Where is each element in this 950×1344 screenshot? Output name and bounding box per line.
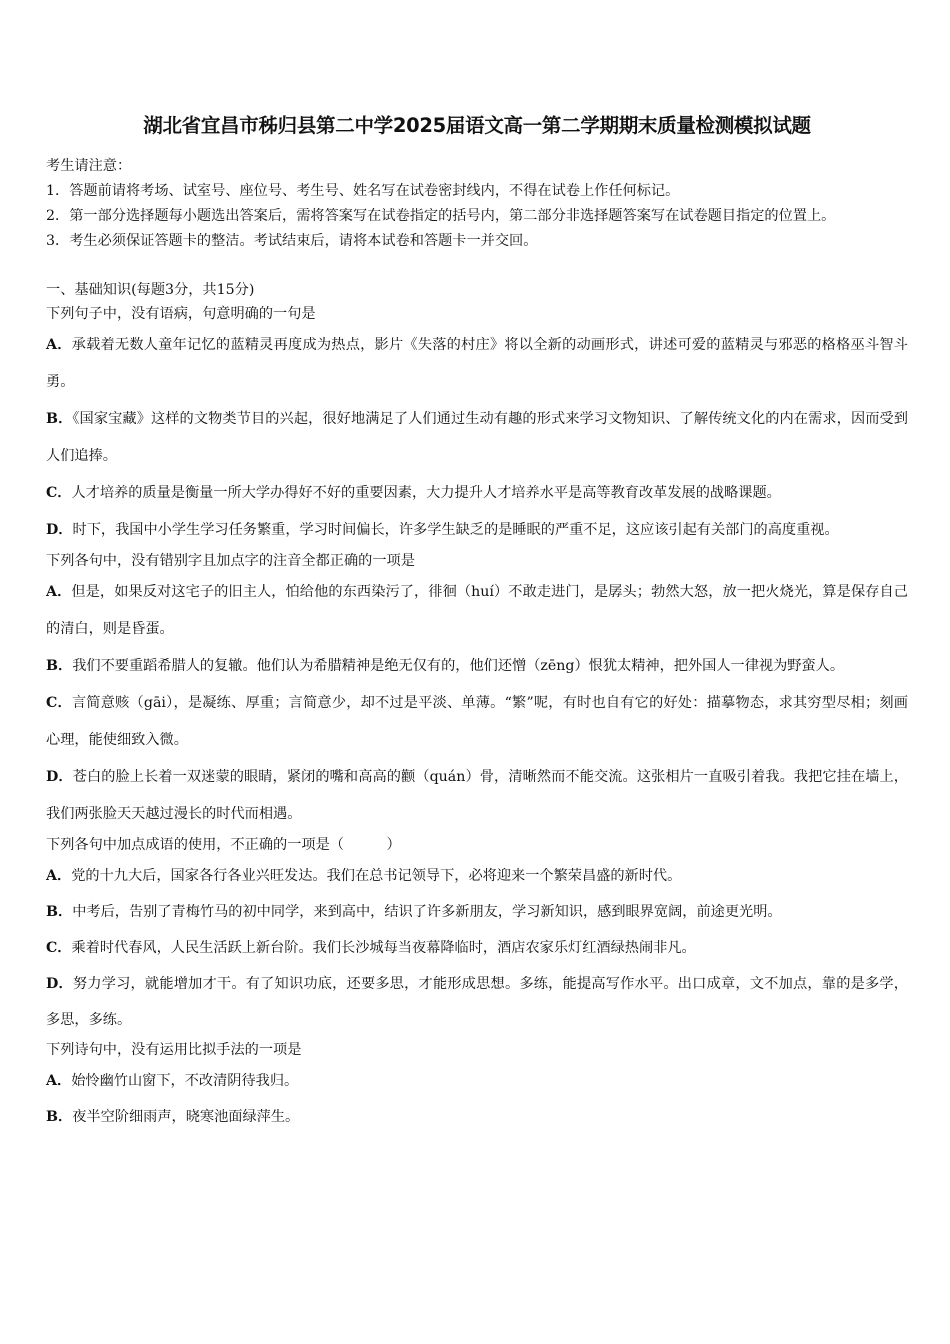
option-b bbox=[46, 1099, 908, 1135]
option-label: B． bbox=[46, 1109, 73, 1125]
option-text: 中考后，告别了青梅竹马的初中同学，来到高中，结识了许多新朋友，学习新知识，感到眼界宽阔，前途更光明。 bbox=[72, 904, 782, 920]
option-c bbox=[46, 475, 908, 512]
option-text: 承载着无数人童年记忆的蓝精灵再度成为热点，影片《失落的村庄》将以全新的动画形式，讲述可爱的蓝精灵与邪恶的格格巫斗智斗勇。 bbox=[46, 337, 908, 390]
option-text: 夜半空阶细雨声，晓寒池面绿萍生。 bbox=[72, 1109, 300, 1125]
option-label: B． bbox=[46, 658, 73, 674]
option-a bbox=[46, 858, 908, 894]
option-a bbox=[46, 574, 908, 648]
option-label: A． bbox=[46, 584, 72, 600]
question-stem: 下列各句中，没有错别字且加点字的注音全都正确的一项是 bbox=[46, 553, 415, 569]
option-text: 时下，我国中小学生学习任务繁重，学习时间偏长，许多学生缺乏的是睡眠的严重不足，这应该引起有关部门的高度重视。 bbox=[72, 522, 839, 538]
question-stem: 下列句子中，没有语病，句意明确的一句是 bbox=[46, 306, 316, 322]
option-c bbox=[46, 685, 908, 759]
option-b bbox=[46, 894, 908, 930]
option-text: 党的十九大后，国家各行各业兴旺发达。我们在总书记领导下，必将迎来一个繁荣昌盛的新时代。 bbox=[71, 868, 682, 884]
option-text: 但是，如果反对这宅子的旧主人，怕给他的东西染污了，徘徊（huí）不敢走进门，是孱头；勃然大怒，放一把火烧光，算是保存自己的清白，则是昏蛋。 bbox=[46, 584, 908, 637]
option-label: C． bbox=[46, 940, 72, 956]
option-label: C． bbox=[46, 695, 72, 711]
option-d bbox=[46, 759, 908, 833]
option-text: 努力学习，就能增加才干。有了知识功底，还要多思，才能形成思想。多练，能提高写作水平。出口成章，文不加点，靠的是多学，多思，多练。 bbox=[46, 976, 908, 1028]
option-text: 乘着时代春风，人民生活跃上新台阶。我们长沙城每当夜幕降临时，酒店农家乐灯红酒绿热闹非凡。 bbox=[71, 940, 696, 956]
question-stem: 下列诗句中，没有运用比拟手法的一项是 bbox=[46, 1042, 302, 1058]
option-c bbox=[46, 930, 908, 966]
option-label: D． bbox=[46, 769, 73, 785]
question-3 bbox=[46, 833, 908, 1038]
option-text: 《国家宝藏》这样的文物类节目的兴起，很好地满足了人们通过生动有趣的形式来学习文物知识、了解传统文化的内在需求，因而受到人们追捧。 bbox=[46, 411, 908, 464]
option-d bbox=[46, 966, 908, 1038]
question-4 bbox=[46, 1038, 908, 1135]
section-title: 一、基础知识(每题3分，共15分) bbox=[46, 282, 255, 298]
exam-page bbox=[46, 110, 908, 1135]
option-d bbox=[46, 512, 908, 549]
option-text: 我们不要重蹈希腊人的复辙。他们认为希腊精神是绝无仅有的，他们还憎（zēng）恨犹太精神，把外国人一律视为野蛮人。 bbox=[72, 658, 845, 674]
option-label: B． bbox=[46, 411, 73, 427]
question-stem: 下列各句中加点成语的使用，不正确的一项是（ ） bbox=[46, 837, 401, 853]
option-label: A． bbox=[46, 868, 72, 884]
page-title: 湖北省宜昌市秭归县第二中学2025届语文高一第二学期期末质量检测模拟试题 bbox=[143, 114, 811, 137]
option-text: 言简意赅（gāi），是凝练、厚重；言简意少，却不过是平淡、单薄。“繁”呢，有时也自有它的好处：描摹物态，求其穷型尽相；刻画心理，能使细致入微。 bbox=[46, 695, 908, 748]
option-a bbox=[46, 327, 908, 401]
option-text: 人才培养的质量是衡量一所大学办得好不好的重要因素，大力提升人才培养水平是高等教育改革发展的战略课题。 bbox=[71, 485, 781, 501]
notice-heading: 考生请注意： bbox=[46, 158, 132, 174]
option-text: 苍白的脸上长着一双迷蒙的眼睛，紧闭的嘴和高高的颧（quán）骨，清晰然而不能交流。这张相片一直吸引着我。我把它挂在墙上，我们两张脸天天越过漫长的时代而相遇。 bbox=[46, 769, 908, 822]
option-label: D． bbox=[46, 976, 73, 992]
option-b bbox=[46, 648, 908, 685]
notice-item: 3．考生必须保证答题卡的整洁。考试结束后，请将本试卷和答题卡一并交回。 bbox=[46, 233, 538, 249]
option-label: A． bbox=[46, 1073, 72, 1089]
option-b bbox=[46, 401, 908, 475]
option-label: C． bbox=[46, 485, 72, 501]
notice-block bbox=[46, 154, 908, 254]
option-a bbox=[46, 1063, 908, 1099]
notice-item: 1．答题前请将考场、试室号、座位号、考生号、姓名写在试卷密封线内，不得在试卷上作任何标记。 bbox=[46, 183, 680, 199]
option-label: D． bbox=[46, 522, 73, 538]
notice-item: 2．第一部分选择题每小题选出答案后，需将答案写在试卷指定的括号内，第二部分非选择题答案写在试卷题目指定的位置上。 bbox=[46, 208, 836, 224]
question-1 bbox=[46, 302, 908, 549]
question-2 bbox=[46, 549, 908, 833]
option-text: 始怜幽竹山窗下，不改清阴待我归。 bbox=[71, 1073, 299, 1089]
option-label: A． bbox=[46, 337, 72, 353]
option-label: B． bbox=[46, 904, 73, 920]
